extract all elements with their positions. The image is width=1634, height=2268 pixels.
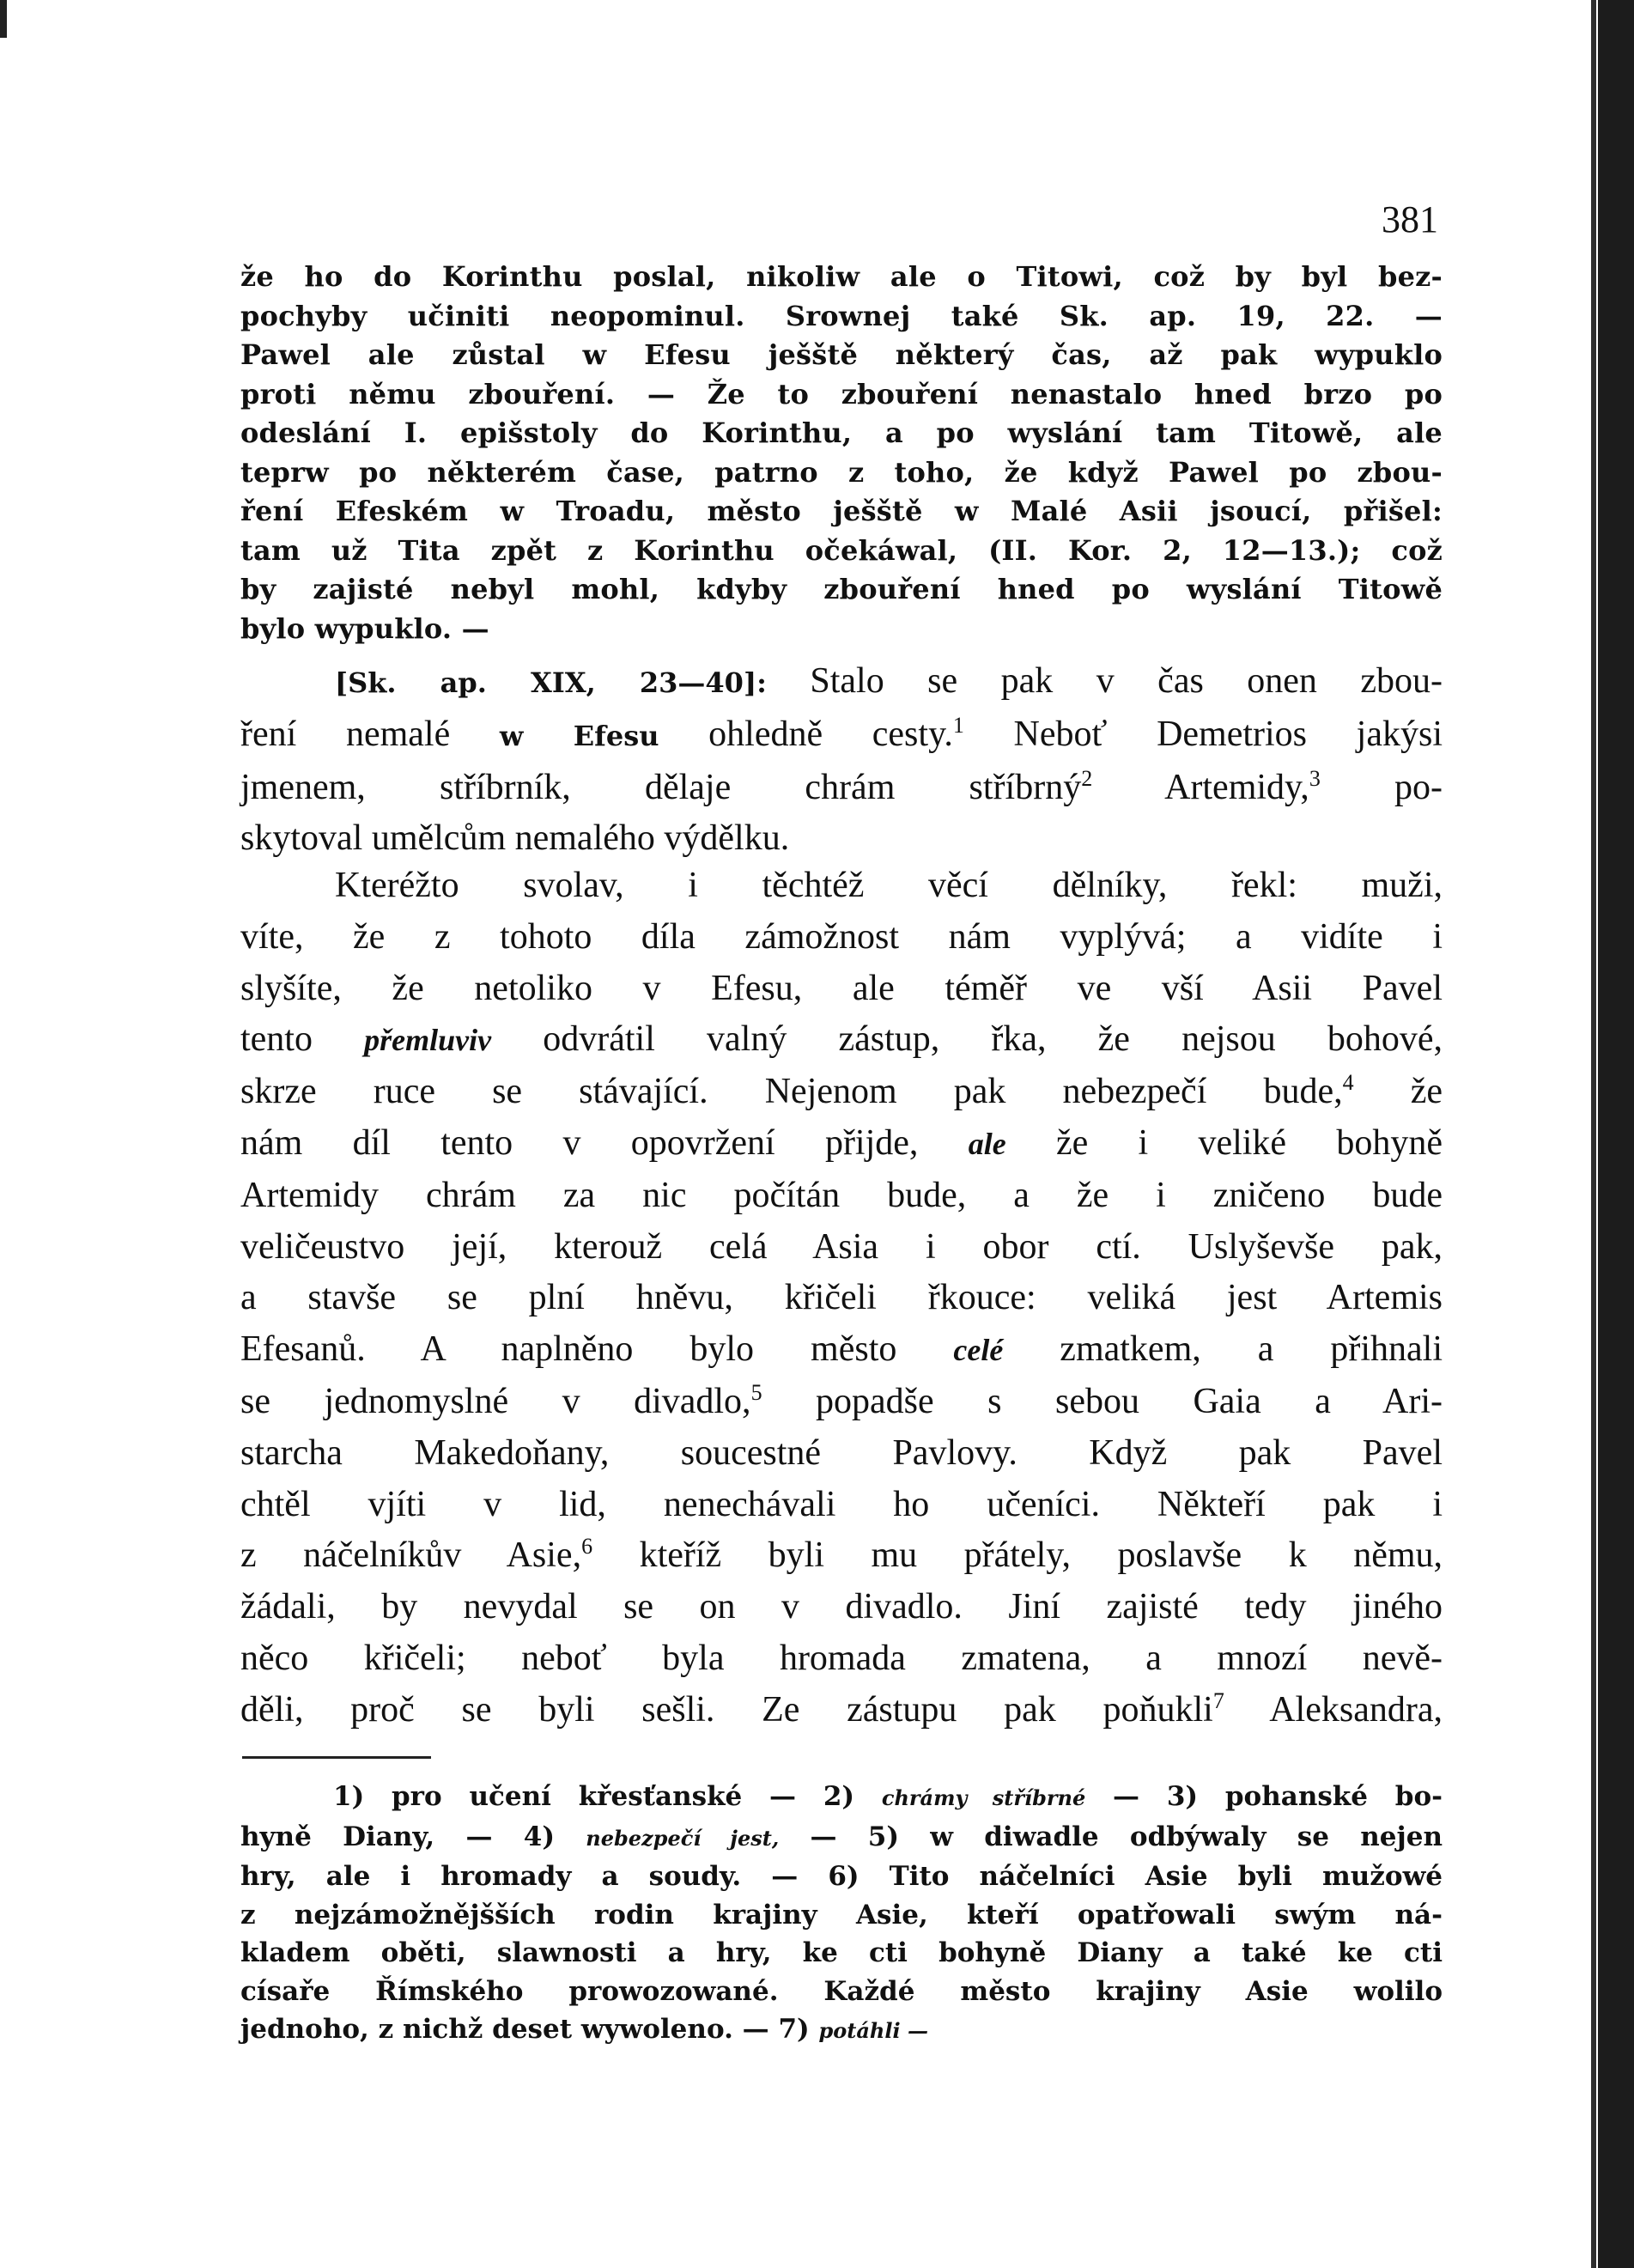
footnote-line: císaře Římského prowozowané. Každé město krajiny Asie wolilo (240, 1975, 1443, 2007)
text-line (240, 763, 1443, 814)
footnote-line (240, 2010, 1443, 2051)
text-span: 1) pro učení křesťanské — 2) (333, 1781, 882, 1812)
text-line (240, 1685, 1443, 1736)
commentary-line: teprw po některém čase, patrno z toho, že když Pawel po zbou- (240, 455, 1443, 489)
footnote-ref[interactable]: 3 (1309, 765, 1321, 791)
text-span: z náčelníkův Asie, (240, 1535, 582, 1576)
text-span: kteříž byli mu přátely, poslavše k němu, (592, 1535, 1443, 1576)
text-span: se jednomyslné v divadlo, (240, 1381, 751, 1421)
scan-right-border (1598, 0, 1634, 2268)
text-line: starcha Makedoňany, soucestné Pavlovy. Když pak Pavel (240, 1432, 1443, 1473)
text-span: po- (1320, 767, 1443, 807)
text-line: něco křičeli; neboť byla hromada zmatena, a mnozí nevě- (240, 1638, 1443, 1678)
scripture-paragraph-2 (240, 860, 1443, 1736)
text-line (240, 656, 1443, 709)
italic-word: ale (968, 1126, 1006, 1161)
text-span: Neboť Demetrios jakýsi (963, 714, 1443, 754)
text-span: ření nemalé (240, 714, 500, 754)
commentary-line: Pawel ale zůstal w Efesu ješště některý čas, až pak wypuklo (240, 338, 1443, 371)
footnote-line (240, 1778, 1443, 1818)
scan-corner-mark (0, 0, 7, 38)
footnote-line: z nejzámožnějšších rodin krajiny Asie, kteří opatřowali swým ná- (240, 1899, 1443, 1931)
commentary-line: proti němu zbouření. — Že to zbouření nenastalo hned brzo po (240, 377, 1443, 410)
text-line: veličeustvo její, kterouž celá Asia i obor ctí. Uslyševše pak, (240, 1226, 1443, 1267)
text-line (240, 709, 1443, 763)
page-number: 381 (1382, 198, 1438, 240)
commentary-line: by zajisté nebyl mohl, kdyby zbouření hned po wyslání Titowě (240, 573, 1443, 605)
commentary-line: že ho do Korinthu poslal, nikoliw ale o Titowi, což by byl bez- (240, 260, 1443, 293)
text-span: Stalo se pak v čas onen zbou- (766, 661, 1443, 701)
text-span: — 3) pohanské bo- (1085, 1781, 1443, 1812)
commentary-line: odeslání I. epišstoly do Korinthu, a po wyslání tam Titowě, ale (240, 417, 1443, 449)
footnote-line: kladem oběti, slawnosti a hry, ke cti bohyně Diany a také ke cti (240, 1937, 1443, 1968)
text-line (240, 1377, 1443, 1428)
text-span: hyně Diany, — 4) (240, 1821, 586, 1852)
text-span: jednoho, z nichž deset wywoleno. — 7) (240, 2014, 819, 2045)
italic-note: nebezpečí jest, (586, 1825, 780, 1851)
fraktur-commentary (240, 258, 1443, 648)
commentary-line: ření Efeském w Troadu, město ješště w Malé Asii jsoucí, přišel: (240, 495, 1443, 527)
footnote-ref[interactable]: 2 (1081, 765, 1093, 791)
text-span: skrze ruce se stávající. Nejenom pak nebezpečí bude, (240, 1072, 1343, 1112)
text-line: chtěl vjíti v lid, nenechávali ho učeníci. Někteří pak i (240, 1484, 1443, 1524)
text-line: Artemidy chrám za nic počítán bude, a že i zničeno bude (240, 1175, 1443, 1215)
text-span: Artemidy, (1092, 767, 1309, 807)
scripture-paragraph-1 (240, 656, 1443, 865)
footnote-divider (242, 1756, 431, 1759)
footnote-ref[interactable]: 5 (750, 1379, 762, 1405)
text-line: slyšíte, že netoliko v Efesu, ale téměř ve vší Asii Pavel (240, 968, 1443, 1008)
fraktur-inline: w Efesu (499, 719, 659, 752)
text-span: Aleksandra, (1224, 1689, 1443, 1730)
scan-edge-line (1591, 0, 1596, 2268)
footnote-line (240, 1818, 1443, 1858)
text-span: že (1353, 1072, 1443, 1112)
text-line (240, 1014, 1443, 1067)
text-line (240, 1530, 1443, 1582)
text-line (240, 1067, 1443, 1118)
text-span: popadše s sebou Gaia a Ari- (762, 1381, 1443, 1421)
text-line (240, 1118, 1443, 1170)
commentary-line: pochyby učiniti neopominul. Srownej také Sk. ap. 19, 22. — (240, 299, 1443, 332)
commentary-line: tam už Tita zpět z Korinthu očekáwal, (II. Kor. 2, 12—13.); což (240, 533, 1443, 567)
text-line: a stavše se plní hněvu, křičeli řkouce: veliká jest Artemis (240, 1278, 1443, 1318)
text-span: odvrátil valný zástup, řka, že nejsou bohové, (491, 1019, 1443, 1060)
text-span: ohledně cesty. (659, 714, 953, 754)
text-span: tento (240, 1019, 365, 1060)
footnote-ref[interactable]: 1 (952, 712, 964, 738)
commentary-line: bylo wypuklo. — (240, 611, 489, 645)
footnote-line: hry, ale i hromady a soudy. — 6) Tito náčelníci Asie byli mužowé (240, 1861, 1443, 1892)
footnotes (240, 1778, 1443, 2051)
italic-note: potáhli — (818, 2018, 928, 2043)
text-span: že i veliké bohyně (1005, 1122, 1443, 1163)
text-span: jmenem, stříbrník, dělaje chrám stříbrný (240, 767, 1082, 807)
footnote-ref[interactable]: 6 (581, 1534, 593, 1560)
footnote-ref[interactable]: 7 (1212, 1687, 1224, 1713)
text-line: skytoval umělcům nemalého výdělku. (240, 818, 790, 859)
text-line: víte, že z tohoto díla zámožnost nám vyplývá; a vidíte i (240, 916, 1443, 957)
italic-word: přemluviv (364, 1023, 492, 1058)
footnote-ref[interactable]: 4 (1342, 1070, 1354, 1096)
text-span: Efesanů. A naplněno bylo město (240, 1329, 954, 1370)
text-span: — 5) w diwadle odbýwaly se nejen (779, 1821, 1443, 1852)
text-span: nám díl tento v opovržení přijde, (240, 1122, 969, 1163)
italic-word: celé (953, 1333, 1004, 1368)
text-span: zmatkem, a přihnali (1003, 1329, 1443, 1370)
text-line (240, 1324, 1443, 1377)
text-line: Kteréžto svolav, i těchtéž věcí dělníky, řekl: muži, (335, 866, 1443, 905)
verse-reference: [Sk. ap. XIX, 23—40]: (335, 666, 767, 699)
italic-note: chrámy stříbrné (881, 1785, 1086, 1810)
text-line: žádali, by nevydal se on v divadlo. Jiní zajisté tedy jiného (240, 1587, 1443, 1627)
text-span: děli, proč se byli sešli. Ze zástupu pak poňukli (240, 1689, 1213, 1730)
